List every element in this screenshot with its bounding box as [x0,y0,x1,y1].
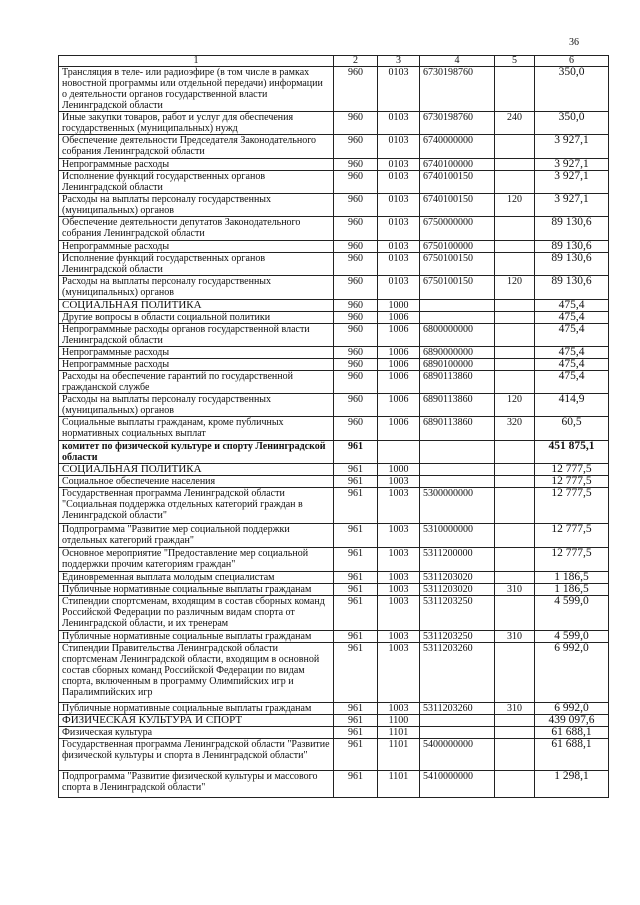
row-section-code: 0103 [378,217,420,241]
row-section-code: 1006 [378,359,420,371]
row-target-article: 6740100150 [420,194,495,217]
row-expense-type [495,324,535,347]
row-admin-code: 961 [334,488,378,524]
row-amount: 475,4 [535,359,609,371]
row-amount: 61 688,1 [535,727,609,739]
row-section-code: 1006 [378,324,420,347]
row-section-code: 1003 [378,643,420,703]
row-amount: 1 186,5 [535,572,609,584]
table-row [59,596,609,631]
row-description: Публичные нормативные социальные выплаты гражданам [59,703,334,715]
row-section-code: 0103 [378,159,420,171]
row-admin-code: 960 [334,371,378,394]
row-description: Физическая культура [59,727,334,739]
row-target-article: 6750100150 [420,276,495,300]
row-section-code: 0103 [378,253,420,276]
row-description: Социальное обеспечение населения [59,476,334,488]
row-description: комитет по физической культуре и спорту Ленинградской области [59,441,334,464]
table-row [59,771,609,798]
row-amount: 12 777,5 [535,548,609,572]
row-target-article [420,312,495,324]
row-amount: 6 992,0 [535,703,609,715]
table-row [59,417,609,441]
row-section-code: 0103 [378,171,420,194]
row-target-article: 6750100000 [420,241,495,253]
row-admin-code: 960 [334,276,378,300]
row-description: Стипендии спортсменам, входящим в состав сборных команд Российской Федерации по различным видам спорта от Ленинградской области, и их тренерам [59,596,334,631]
table-row [59,194,609,217]
row-section-code: 1006 [378,394,420,417]
row-target-article: 5311203250 [420,596,495,631]
row-admin-code: 960 [334,347,378,359]
row-expense-type: 120 [495,194,535,217]
row-section-code: 1101 [378,727,420,739]
row-description: Непрограммные расходы органов государственной власти Ленинградской области [59,324,334,347]
row-section-code: 1003 [378,524,420,548]
table-row [59,643,609,703]
table-row [59,371,609,394]
row-expense-type [495,488,535,524]
table-row [59,476,609,488]
table-row [59,572,609,584]
row-expense-type: 240 [495,112,535,135]
row-description: Расходы на выплаты персоналу государственных (муниципальных) органов [59,276,334,300]
row-admin-code: 960 [334,324,378,347]
row-expense-type [495,171,535,194]
row-target-article: 5311203260 [420,643,495,703]
row-section-code: 1006 [378,347,420,359]
row-amount: 475,4 [535,347,609,359]
row-description: Непрограммные расходы [59,241,334,253]
row-amount: 12 777,5 [535,476,609,488]
row-section-code: 1000 [378,464,420,476]
row-description: Расходы на обеспечение гарантий по государственной гражданской службе [59,371,334,394]
row-amount: 475,4 [535,300,609,312]
row-expense-type [495,715,535,727]
row-expense-type [495,727,535,739]
table-row [59,524,609,548]
table-row [59,312,609,324]
row-admin-code: 960 [334,394,378,417]
row-amount: 1 186,5 [535,584,609,596]
table-row [59,241,609,253]
row-description: Социальные выплаты гражданам, кроме публичных нормативных социальных выплат [59,417,334,441]
column-header: 5 [495,56,535,67]
column-number-row [59,56,609,67]
row-expense-type [495,739,535,771]
row-admin-code: 960 [334,159,378,171]
row-expense-type [495,643,535,703]
row-admin-code: 960 [334,417,378,441]
table-row [59,217,609,241]
row-expense-type [495,159,535,171]
row-admin-code: 960 [334,300,378,312]
table-row [59,488,609,524]
row-expense-type [495,300,535,312]
table-row [59,631,609,643]
row-admin-code: 960 [334,135,378,159]
row-section-code: 0103 [378,194,420,217]
row-section-code: 1006 [378,371,420,394]
row-target-article: 5310000000 [420,524,495,548]
row-description: Расходы на выплаты персоналу государственных (муниципальных) органов [59,194,334,217]
row-section-code: 1006 [378,312,420,324]
row-amount: 89 130,6 [535,217,609,241]
row-expense-type [495,359,535,371]
table-row [59,703,609,715]
row-section-code: 1101 [378,771,420,798]
row-section-code: 1100 [378,715,420,727]
row-target-article: 6890100000 [420,359,495,371]
row-admin-code: 960 [334,67,378,112]
row-target-article [420,441,495,464]
row-amount: 12 777,5 [535,524,609,548]
row-amount: 12 777,5 [535,464,609,476]
row-amount: 414,9 [535,394,609,417]
row-expense-type [495,371,535,394]
row-amount: 3 927,1 [535,159,609,171]
row-section-code: 1003 [378,548,420,572]
row-section-code: 0103 [378,67,420,112]
row-admin-code: 961 [334,584,378,596]
row-admin-code: 961 [334,715,378,727]
row-target-article: 5410000000 [420,771,495,798]
row-admin-code: 960 [334,359,378,371]
row-description: СОЦИАЛЬНАЯ ПОЛИТИКА [59,464,334,476]
row-section-code: 1000 [378,300,420,312]
row-expense-type [495,548,535,572]
row-description: Непрограммные расходы [59,347,334,359]
row-amount: 60,5 [535,417,609,441]
row-amount: 89 130,6 [535,253,609,276]
table-row [59,441,609,464]
row-admin-code: 961 [334,476,378,488]
row-section-code: 1003 [378,703,420,715]
row-section-code: 1003 [378,476,420,488]
row-description: Другие вопросы в области социальной политики [59,312,334,324]
row-amount: 6 992,0 [535,643,609,703]
row-description: Непрограммные расходы [59,159,334,171]
row-amount: 89 130,6 [535,276,609,300]
row-admin-code: 960 [334,171,378,194]
row-amount: 3 927,1 [535,135,609,159]
row-admin-code: 960 [334,194,378,217]
table-row [59,171,609,194]
row-amount: 350,0 [535,112,609,135]
row-section-code: 1003 [378,572,420,584]
table-row [59,159,609,171]
row-expense-type [495,135,535,159]
row-description: Публичные нормативные социальные выплаты гражданам [59,584,334,596]
row-target-article: 6730198760 [420,112,495,135]
row-admin-code: 960 [334,241,378,253]
row-description: Обеспечение деятельности Председателя Законодательного собрания Ленинградской области [59,135,334,159]
table-row [59,394,609,417]
row-section-code: 1101 [378,739,420,771]
row-expense-type [495,596,535,631]
row-target-article [420,715,495,727]
row-amount: 3 927,1 [535,171,609,194]
table-row [59,276,609,300]
row-admin-code: 960 [334,112,378,135]
row-amount: 451 875,1 [535,441,609,464]
row-amount: 4 599,0 [535,631,609,643]
row-description: Подпрограмма "Развитие физической культуры и массового спорта в Ленинградской области" [59,771,334,798]
column-header: 1 [59,56,334,67]
row-section-code: 1003 [378,584,420,596]
row-section-code: 1006 [378,417,420,441]
row-expense-type [495,347,535,359]
row-admin-code: 960 [334,253,378,276]
row-target-article: 5311203250 [420,631,495,643]
row-expense-type [495,312,535,324]
row-target-article: 6740100000 [420,159,495,171]
row-description: ФИЗИЧЕСКАЯ КУЛЬТУРА И СПОРТ [59,715,334,727]
row-expense-type [495,464,535,476]
row-admin-code: 960 [334,217,378,241]
column-header: 2 [334,56,378,67]
row-expense-type [495,253,535,276]
row-expense-type [495,441,535,464]
row-admin-code: 961 [334,703,378,715]
row-expense-type [495,771,535,798]
budget-table-body [59,56,609,798]
page-number: 36 [569,37,579,48]
row-amount: 439 097,6 [535,715,609,727]
row-description: Обеспечение деятельности депутатов Законодательного собрания Ленинградской области [59,217,334,241]
row-admin-code: 961 [334,524,378,548]
table-row [59,347,609,359]
row-amount: 475,4 [535,312,609,324]
column-header: 4 [420,56,495,67]
row-target-article: 5300000000 [420,488,495,524]
row-admin-code: 961 [334,727,378,739]
table-row [59,715,609,727]
row-target-article: 5311203020 [420,572,495,584]
row-section-code: 1003 [378,488,420,524]
row-expense-type: 320 [495,417,535,441]
row-target-article: 6800000000 [420,324,495,347]
row-description: Единовременная выплата молодым специалистам [59,572,334,584]
table-row [59,548,609,572]
row-admin-code: 961 [334,572,378,584]
row-target-article [420,464,495,476]
row-expense-type [495,572,535,584]
row-admin-code: 961 [334,441,378,464]
row-target-article: 5311203260 [420,703,495,715]
row-expense-type [495,241,535,253]
row-admin-code: 961 [334,596,378,631]
row-section-code: 1003 [378,631,420,643]
row-admin-code: 961 [334,771,378,798]
row-section-code [378,441,420,464]
table-row [59,112,609,135]
row-amount: 4 599,0 [535,596,609,631]
row-admin-code: 960 [334,312,378,324]
budget-table [58,55,609,798]
row-section-code: 1003 [378,596,420,631]
row-description: СОЦИАЛЬНАЯ ПОЛИТИКА [59,300,334,312]
table-row [59,135,609,159]
row-amount: 61 688,1 [535,739,609,771]
table-row [59,739,609,771]
row-admin-code: 961 [334,643,378,703]
row-target-article [420,300,495,312]
row-expense-type: 120 [495,276,535,300]
row-description: Расходы на выплаты персоналу государственных (муниципальных) органов [59,394,334,417]
row-description: Подпрограмма "Развитие мер социальной поддержки отдельных категорий граждан" [59,524,334,548]
row-amount: 1 298,1 [535,771,609,798]
table-row [59,300,609,312]
row-target-article: 6740100150 [420,171,495,194]
row-description: Трансляция в теле- или радиоэфире (в том числе в рамках новостной программы или отдельной передачи) информации о деятельности органов государственной власти Ленинградской области [59,67,334,112]
row-description: Основное мероприятие "Предоставление мер социальной поддержки прочим категориям граждан" [59,548,334,572]
row-admin-code: 961 [334,464,378,476]
row-description: Государственная программа Ленинградской области "Развитие физической культуры и спорта в Ленинградской области" [59,739,334,771]
row-expense-type: 310 [495,584,535,596]
row-target-article: 6740000000 [420,135,495,159]
table-row [59,464,609,476]
row-target-article: 6890113860 [420,417,495,441]
row-target-article: 6890113860 [420,371,495,394]
row-section-code: 0103 [378,112,420,135]
row-section-code: 0103 [378,135,420,159]
row-target-article: 6890000000 [420,347,495,359]
row-description: Стипендии Правительства Ленинградской области спортсменам Ленинградской области, входящим в основной состав сборных команд Российской Федерации по видам спорта, включенным в программу Олимпийских игр и Паралимпийских игр [59,643,334,703]
row-target-article [420,476,495,488]
row-description: Исполнение функций государственных органов Ленинградской области [59,171,334,194]
row-amount: 350,0 [535,67,609,112]
row-amount: 475,4 [535,371,609,394]
row-description: Государственная программа Ленинградской области "Социальная поддержка отдельных категорий граждан в Ленинградской области" [59,488,334,524]
row-target-article: 6890113860 [420,394,495,417]
row-target-article: 6750100150 [420,253,495,276]
row-amount: 3 927,1 [535,194,609,217]
row-target-article: 6750000000 [420,217,495,241]
table-row [59,253,609,276]
row-expense-type [495,217,535,241]
row-description: Публичные нормативные социальные выплаты гражданам [59,631,334,643]
row-amount: 12 777,5 [535,488,609,524]
row-amount: 89 130,6 [535,241,609,253]
row-admin-code: 961 [334,548,378,572]
row-description: Непрограммные расходы [59,359,334,371]
row-target-article [420,727,495,739]
row-description: Исполнение функций государственных органов Ленинградской области [59,253,334,276]
row-target-article: 5400000000 [420,739,495,771]
table-row [59,324,609,347]
row-admin-code: 961 [334,631,378,643]
table-row [59,67,609,112]
table-row [59,359,609,371]
column-header: 3 [378,56,420,67]
row-target-article: 6730198760 [420,67,495,112]
row-expense-type [495,67,535,112]
row-expense-type [495,476,535,488]
row-target-article: 5311203020 [420,584,495,596]
table-row [59,584,609,596]
row-expense-type: 310 [495,631,535,643]
row-admin-code: 961 [334,739,378,771]
table-row [59,727,609,739]
row-section-code: 0103 [378,241,420,253]
row-description: Иные закупки товаров, работ и услуг для обеспечения государственных (муниципальных) нужд [59,112,334,135]
row-expense-type: 120 [495,394,535,417]
row-section-code: 0103 [378,276,420,300]
row-target-article: 5311200000 [420,548,495,572]
row-expense-type [495,524,535,548]
column-header: 6 [535,56,609,67]
row-amount: 475,4 [535,324,609,347]
row-expense-type: 310 [495,703,535,715]
